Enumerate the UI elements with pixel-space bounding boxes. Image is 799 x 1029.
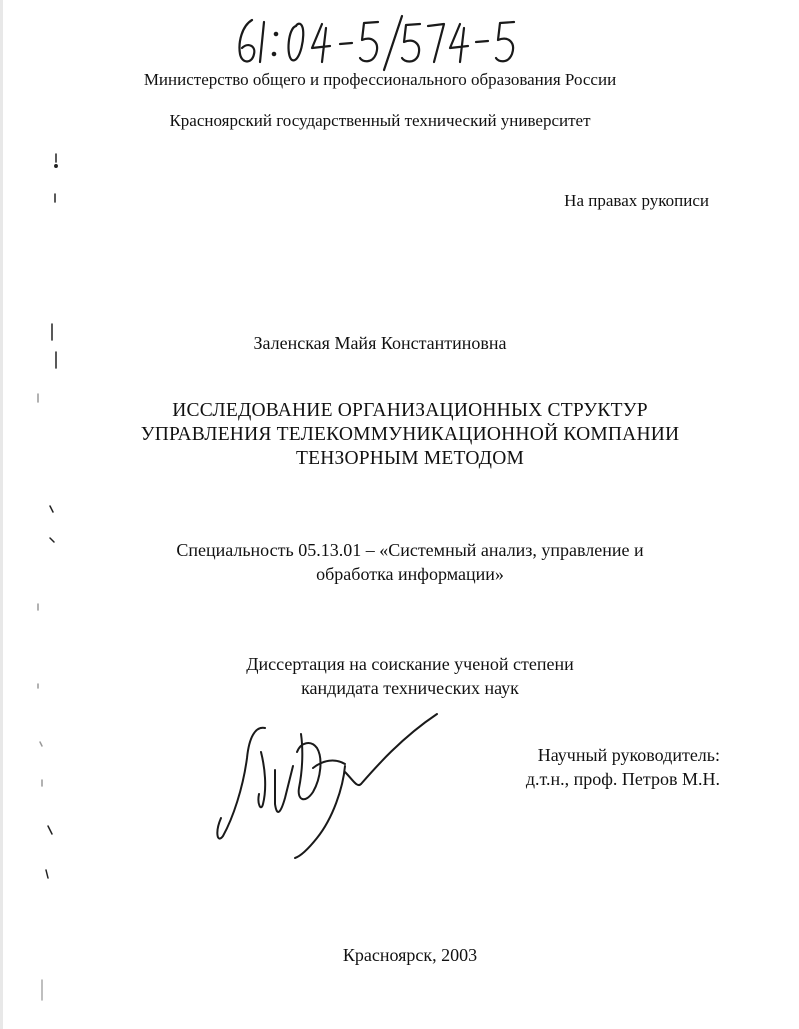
supervisor-label: Научный руководитель: bbox=[537, 745, 720, 765]
thesis-title bbox=[40, 399, 780, 471]
degree-statement-line-2: кандидата технических наук bbox=[301, 678, 519, 698]
city-and-year: Красноярск, 2003 bbox=[342, 945, 478, 965]
manuscript-rights-note: На правах рукописи bbox=[564, 191, 709, 210]
handwritten-signature bbox=[205, 708, 455, 878]
thesis-title-line-1: ИССЛЕДОВАНИЕ ОРГАНИЗАЦИОННЫХ СТРУКТУР bbox=[172, 400, 648, 421]
supervisor-name: д.т.н., проф. Петров М.Н. bbox=[525, 769, 720, 789]
degree-statement-line-1: Диссертация на соискание ученой степени bbox=[246, 654, 574, 674]
author-name: Заленская Майя Константиновна bbox=[253, 333, 507, 353]
university-name: Красноярский государственный технический университет bbox=[169, 111, 591, 130]
specialty-line-2: обработка информации» bbox=[316, 564, 504, 584]
supervisor-block bbox=[470, 743, 720, 791]
degree-statement bbox=[40, 652, 780, 700]
ministry-name: Министерство общего и профессионального образования России bbox=[143, 70, 617, 89]
scan-edge-shadow bbox=[0, 0, 8, 1029]
handwritten-code-text: 61: 04-5/574-5 bbox=[230, 12, 236, 13]
thesis-title-line-3: ТЕНЗОРНЫМ МЕТОДОМ bbox=[295, 448, 525, 469]
handwritten-archive-code bbox=[230, 12, 530, 72]
thesis-title-line-2: УПРАВЛЕНИЯ ТЕЛЕКОММУНИКАЦИОННОЙ КОМПАНИИ bbox=[140, 424, 680, 445]
specialty bbox=[40, 538, 780, 586]
specialty-line-1: Специальность 05.13.01 – «Системный анализ, управление и bbox=[176, 540, 644, 560]
